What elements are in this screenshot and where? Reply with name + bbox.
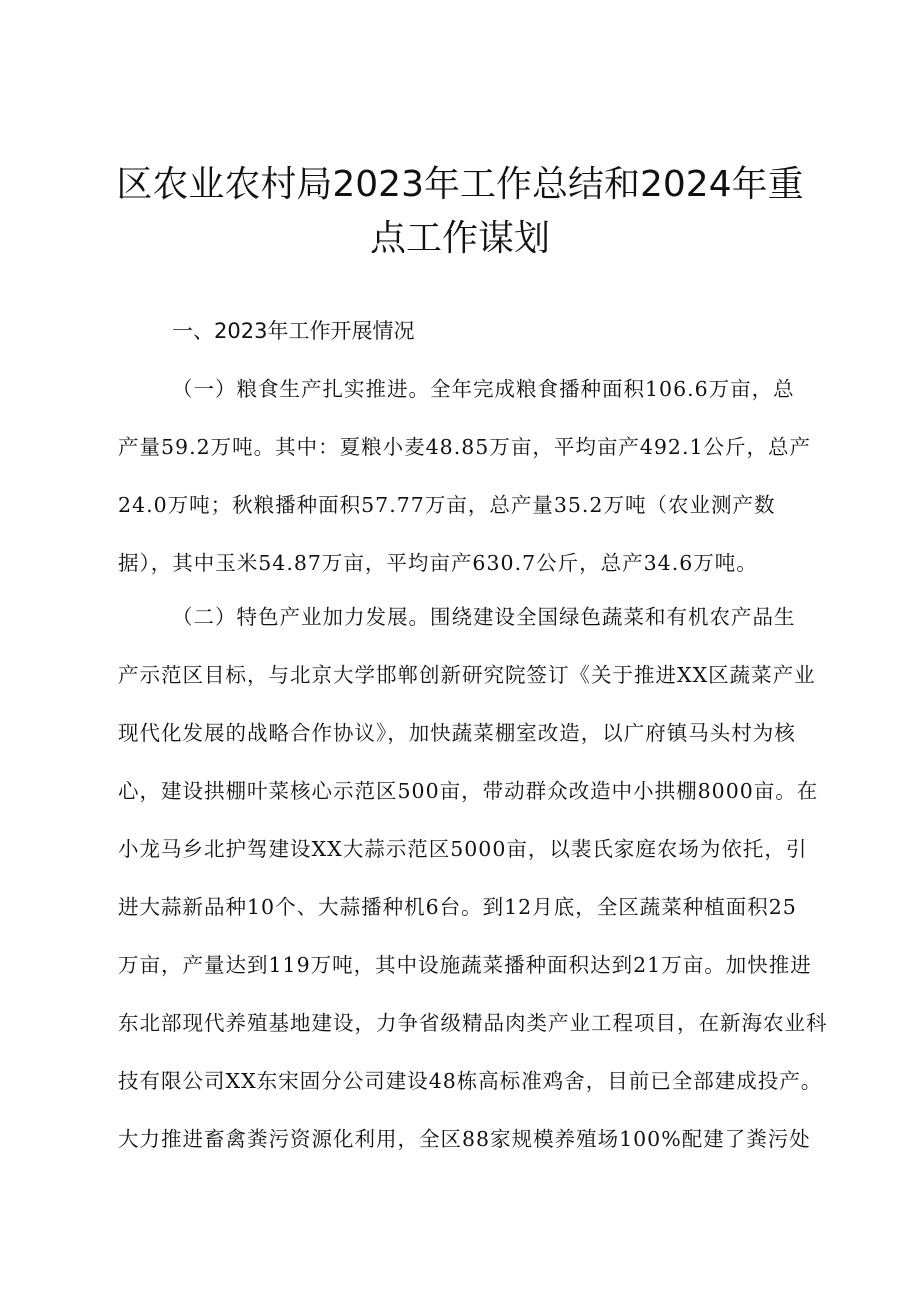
- paragraph-line: 现代化发展的战略合作协议》，加快蔬菜棚室改造，以广府镇马头村为核: [118, 721, 796, 745]
- paragraph-special-industry: [118, 600, 828, 1180]
- paragraph-line: （一）粮食生产扎实推进。全年完成粮食播种面积106.6万亩，总: [172, 377, 795, 401]
- paragraph-line: 心，建设拱棚叶菜核心示范区500亩，带动群众改造中小拱棚8000亩。在: [118, 779, 819, 803]
- paragraph-grain-production: [118, 372, 818, 604]
- paragraph-line: 产量59.2万吨。其中：夏粮小麦48.85万亩，平均亩产492.1公斤，总产: [118, 435, 812, 459]
- paragraph-line: 产示范区目标，与北京大学邯郸创新研究院签订《关于推进XX区蔬菜产业: [118, 663, 816, 687]
- paragraph-line: 技有限公司XX东宋固分公司建设48栋高标准鸡舍，目前已全部建成投产。: [118, 1069, 823, 1093]
- title-line: 点工作谋划: [369, 218, 550, 259]
- paragraph-line: 大力推进畜禽粪污资源化利用，全区88家规模养殖场100%配建了粪污处: [118, 1127, 811, 1151]
- paragraph-line: 据），其中玉米54.87万亩，平均亩产630.7公斤，总产34.6万吨。: [118, 551, 758, 575]
- paragraph-line: 进大蒜新品种10个、大蒜播种机6台。到12月底，全区蔬菜种植面积25: [118, 895, 797, 919]
- paragraph-line: 24.0万吨；秋粮播种面积57.77万亩，总产量35.2万吨（农业测产数: [118, 493, 776, 517]
- title-line: 区农业农村局2023年工作总结和2024年重: [116, 164, 804, 205]
- document-title: [110, 158, 810, 266]
- section-heading: 一、2023年工作开展情况: [172, 319, 415, 343]
- paragraph-line: 小龙马乡北护驾建设XX大蒜示范区5000亩，以裴氏家庭农场为依托，引: [118, 837, 808, 861]
- paragraph-line: 万亩，产量达到119万吨，其中设施蔬菜播种面积达到21万亩。加快推进: [118, 953, 812, 977]
- paragraph-line: 东北部现代养殖基地建设，力争省级精品肉类产业工程项目，在新海农业科: [118, 1011, 828, 1035]
- paragraph-line: （二）特色产业加力发展。围绕建设全国绿色蔬菜和有机农产品生: [172, 605, 796, 629]
